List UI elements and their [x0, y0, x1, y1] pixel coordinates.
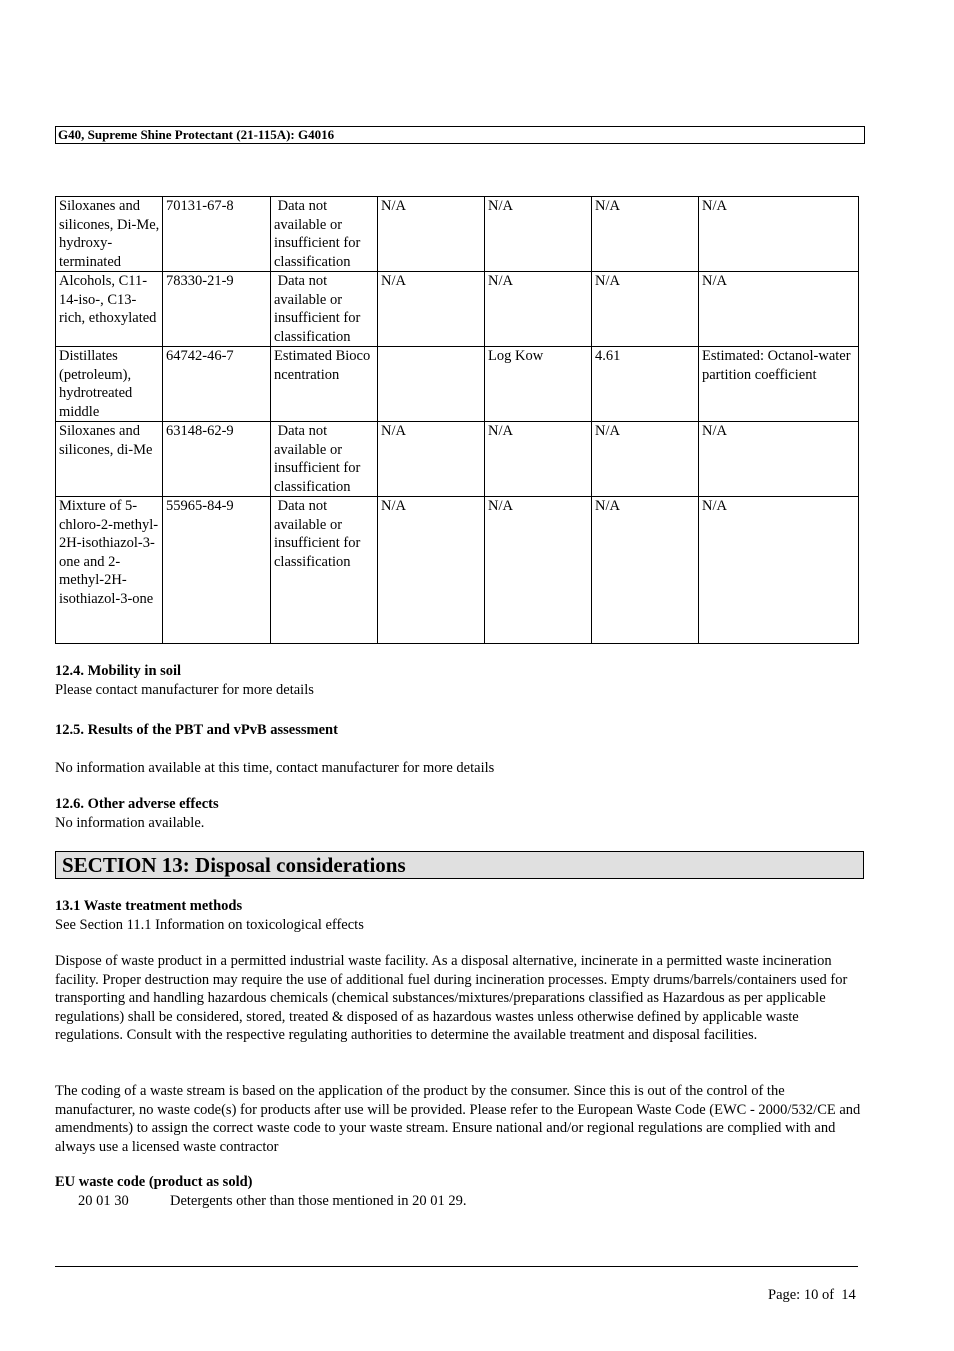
table-cell: N/A [592, 197, 699, 272]
table-cell-cas: 63148-62-9 [163, 422, 271, 497]
table-cell: 4.61 [592, 347, 699, 422]
table-row [56, 497, 859, 644]
table-cell-material: Alcohols, C11-14-iso-, C13-rich, ethoxylated [56, 272, 163, 347]
table-cell: Log Kow [485, 347, 592, 422]
table-row [56, 197, 859, 272]
table-cell-cas: 78330-21-9 [163, 272, 271, 347]
table-cell-cas: 64742-46-7 [163, 347, 271, 422]
table-cell-material: Mixture of 5-chloro-2-methyl-2H-isothiazol-3-one and 2-methyl-2H-isothiazol-3-one [56, 497, 163, 644]
table-cell: N/A [485, 272, 592, 347]
table-cell: N/A [485, 197, 592, 272]
section-heading-13-1: 13.1 Waste treatment methods [55, 898, 243, 914]
table-cell: N/A [378, 272, 485, 347]
table-row [56, 347, 859, 422]
table-cell: N/A [378, 497, 485, 644]
table-cell-cas: 55965-84-9 [163, 497, 271, 644]
table-row [56, 422, 859, 497]
document-header-title: G40, Supreme Shine Protectant (21-115A): G4016 [55, 126, 865, 144]
section-13-title: SECTION 13: Disposal considerations [55, 851, 864, 879]
disposal-paragraph: Dispose of waste product in a permitted industrial waste facility. As a disposal alternative, incinerate in a permitted waste incineration facility. Proper destruction may require the use of additional fuel during incineration processes. Empty drums/barrels/containers used for transporting and handling hazardous chemicals (chemical substances/mixtures/preparations classified as Hazardous as per applicable regulations) shall be considered, stored, treated & disposed of as hazardous wastes unless otherwise defined by applicable waste regulations. Consult with the respective regulating authorities to determine the available treatment and disposal facilities. [55, 953, 848, 1043]
table-cell-material: Distillates (petroleum), hydrotreated middle [56, 347, 163, 422]
section-heading-12-5: 12.5. Results of the PBT and vPvB assessment [55, 722, 338, 738]
ecotoxicity-table [55, 196, 859, 644]
adverse-effects-text: No information available. [55, 815, 205, 831]
table-cell [378, 347, 485, 422]
mobility-text: Please contact manufacturer for more details [55, 682, 314, 698]
table-cell-test-type: Data not available or insufficient for classification [271, 422, 378, 497]
table-cell-test-type: Data not available or insufficient for classification [271, 272, 378, 347]
table-cell-material: Siloxanes and silicones, Di-Me, hydroxy-terminated [56, 197, 163, 272]
table-cell: N/A [378, 422, 485, 497]
table-cell: N/A [699, 272, 859, 347]
table-cell: N/A [699, 497, 859, 644]
waste-treatment-reference: See Section 11.1 Information on toxicological effects [55, 917, 364, 933]
page-number: Page: 10 of 14 [768, 1287, 856, 1303]
table-cell: N/A [699, 197, 859, 272]
table-cell: Estimated: Octanol-water partition coefficient [699, 347, 859, 422]
pbt-text: No information available at this time, contact manufacturer for more details [55, 760, 495, 776]
eu-waste-code-heading: EU waste code (product as sold) [55, 1174, 253, 1190]
waste-coding-paragraph: The coding of a waste stream is based on the application of the product by the consumer. Since this is out of the control of the manufacturer, no waste code(s) for products after use will be provided. Please refer to the European Waste Code (EWC - 2000/532/CE and amendments) to assign the correct waste code to your waste stream. Ensure national and/or regional regulations are complied with and always use a licensed waste contractor [55, 1083, 861, 1155]
table-cell-test-type: Data not available or insufficient for classification [271, 497, 378, 644]
table-cell: N/A [378, 197, 485, 272]
table-cell: N/A [485, 497, 592, 644]
table-cell: N/A [485, 422, 592, 497]
section-heading-12-6: 12.6. Other adverse effects [55, 796, 219, 812]
table-cell: N/A [592, 422, 699, 497]
table-cell: N/A [592, 497, 699, 644]
table-row [56, 272, 859, 347]
table-cell: N/A [592, 272, 699, 347]
footer-divider [55, 1266, 858, 1267]
table-cell: N/A [699, 422, 859, 497]
table-cell-cas: 70131-67-8 [163, 197, 271, 272]
table-cell-test-type: Data not available or insufficient for classification [271, 197, 378, 272]
table-cell-test-type: Estimated Bioconcentration [271, 347, 378, 422]
section-heading-12-4: 12.4. Mobility in soil [55, 663, 182, 679]
table-cell-material: Siloxanes and silicones, di-Me [56, 422, 163, 497]
eu-waste-code: 20 01 30 [78, 1193, 129, 1209]
eu-waste-code-description: Detergents other than those mentioned in 20 01 29. [170, 1193, 467, 1209]
